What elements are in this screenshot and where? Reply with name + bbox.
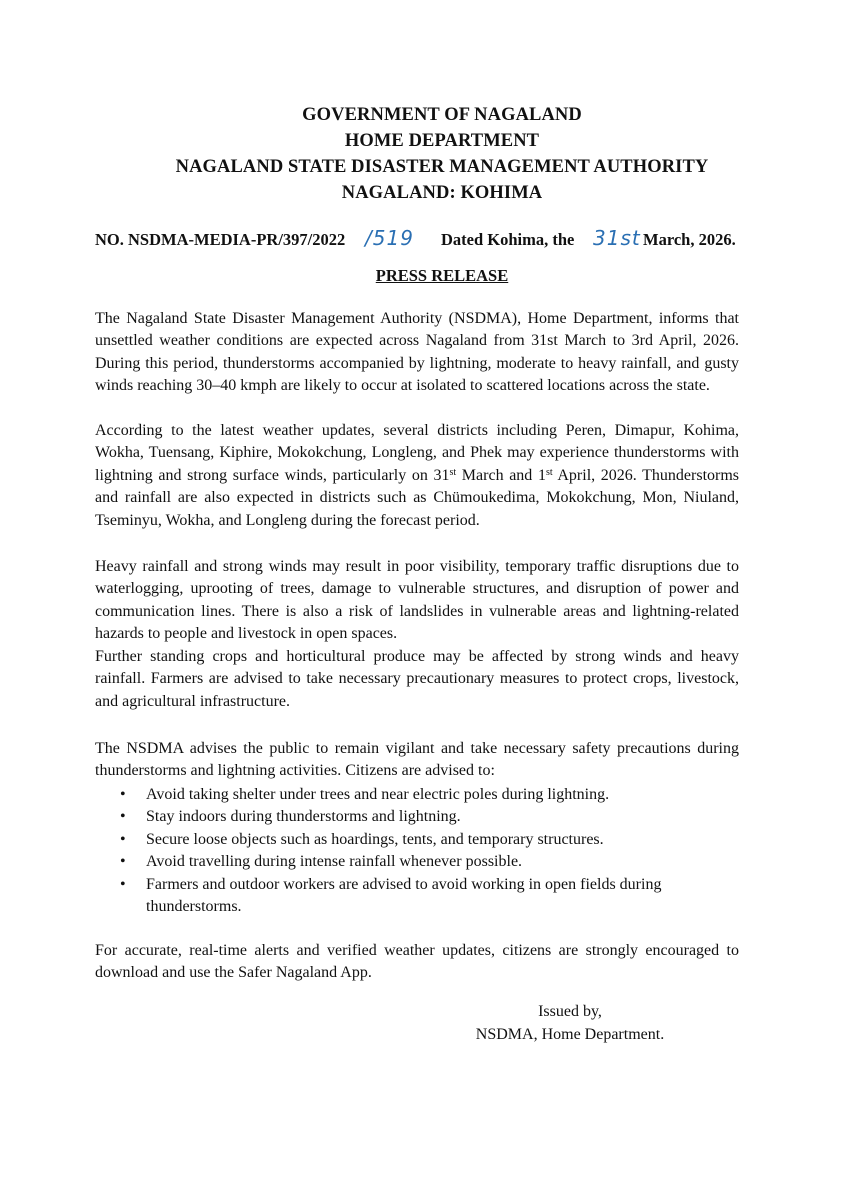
header-department: HOME DEPARTMENT: [344, 131, 540, 151]
paragraph-district-forecast-part1: According to the latest weather updates, several districts including Peren, Dimapur, Kohima, Wokha, Tuensang, Kiphire, Mokokchung, Longleng, and Phek may experience thunderstorms with lightning and strong surface winds, particularly on 31: [95, 422, 739, 484]
letterhead: [0, 102, 848, 206]
paragraph-weather-outlook: The Nagaland State Disaster Management Authority (NSDMA), Home Department, informs that unsettled weather conditions are expected across Nagaland from 31st March to 3rd April, 2026. During this period, thunderstorms accompanied by lightning, moderate to heavy rainfall, and gusty winds reaching 30–40 kmph are likely to occur at isolated to scattered locations across the state.: [95, 310, 739, 395]
header-location: NAGALAND: KOHIMA: [341, 183, 543, 203]
paragraph-advisory-intro: The NSDMA advises the public to remain vigilant and take necessary safety precautions during thunderstorms and lightning activities. Citizens are advised to:: [95, 740, 739, 780]
paragraph-district-forecast-part2: March and 1: [456, 466, 546, 484]
paragraph-crops: Further standing crops and horticultural produce may be affected by strong winds and heavy rainfall. Farmers are advised to take necessary precautionary measures to protect crops, livestock, and agricultural infrastructure.: [95, 648, 739, 710]
list-item: [95, 806, 739, 828]
paragraph-district-forecast: [95, 420, 739, 532]
reference-number: NO. NSDMA-MEDIA-PR/397/2022: [95, 230, 346, 249]
list-item-text: Farmers and outdoor workers are advised to avoid working in open fields during thunderstorms.: [146, 875, 662, 916]
header-government: GOVERNMENT OF NAGALAND: [302, 105, 582, 125]
list-item-text: Avoid travelling during intense rainfall whenever possible.: [146, 853, 523, 871]
paragraph-impacts: Heavy rainfall and strong winds may result in poor visibility, temporary traffic disruptions due to waterlogging, uprooting of trees, damage to vulnerable structures, and disruption of power and communication lines. There is also a risk of landslides in vulnerable areas and lightning-related hazards to people and livestock in open spaces.: [95, 558, 739, 643]
issued-by-label: Issued by,: [538, 1003, 602, 1020]
date-month-year: March, 2026.: [643, 230, 736, 249]
bullet-icon: •: [120, 853, 126, 871]
list-item-text: Secure loose objects such as hoardings, tents, and temporary structures.: [146, 830, 604, 848]
handwritten-reference-number: /519: [365, 226, 414, 250]
safety-advisory-list: [95, 784, 739, 918]
press-release-heading: PRESS RELEASE: [375, 266, 509, 285]
list-item: [95, 784, 739, 806]
superscript-st-2: st: [545, 466, 553, 478]
superscript-st-1: st: [449, 466, 457, 478]
reference-line: [95, 227, 755, 253]
list-item-text: Stay indoors during thunderstorms and lightning.: [146, 808, 461, 826]
bullet-icon: •: [120, 786, 126, 803]
dated-label: Dated Kohima, the: [441, 230, 575, 249]
paragraph-app-recommendation: For accurate, real-time alerts and verified weather updates, citizens are strongly encouraged to download and use the Safer Nagaland App.: [95, 942, 739, 982]
bullet-icon: •: [120, 808, 126, 826]
bullet-icon: •: [120, 875, 126, 893]
header-authority: NAGALAND STATE DISASTER MANAGEMENT AUTHORITY: [175, 157, 709, 177]
list-item: [95, 829, 739, 851]
list-item: [95, 874, 739, 919]
list-item-text: Avoid taking shelter under trees and near electric poles during lightning.: [146, 786, 610, 803]
handwritten-date-day: 31st: [593, 226, 641, 250]
issuing-department: NSDMA, Home Department.: [475, 1026, 665, 1043]
paragraph-district-forecast-part3: April, 2026. Thunderstorms and rainfall are also expected in districts such as Chümoukedima, Mokokchung, Mon, Niuland, Tseminyu, Wokha, and Longleng during the forecast period.: [95, 466, 740, 529]
bullet-icon: •: [120, 830, 126, 848]
press-release-title: [0, 265, 848, 287]
list-item: [95, 851, 739, 873]
